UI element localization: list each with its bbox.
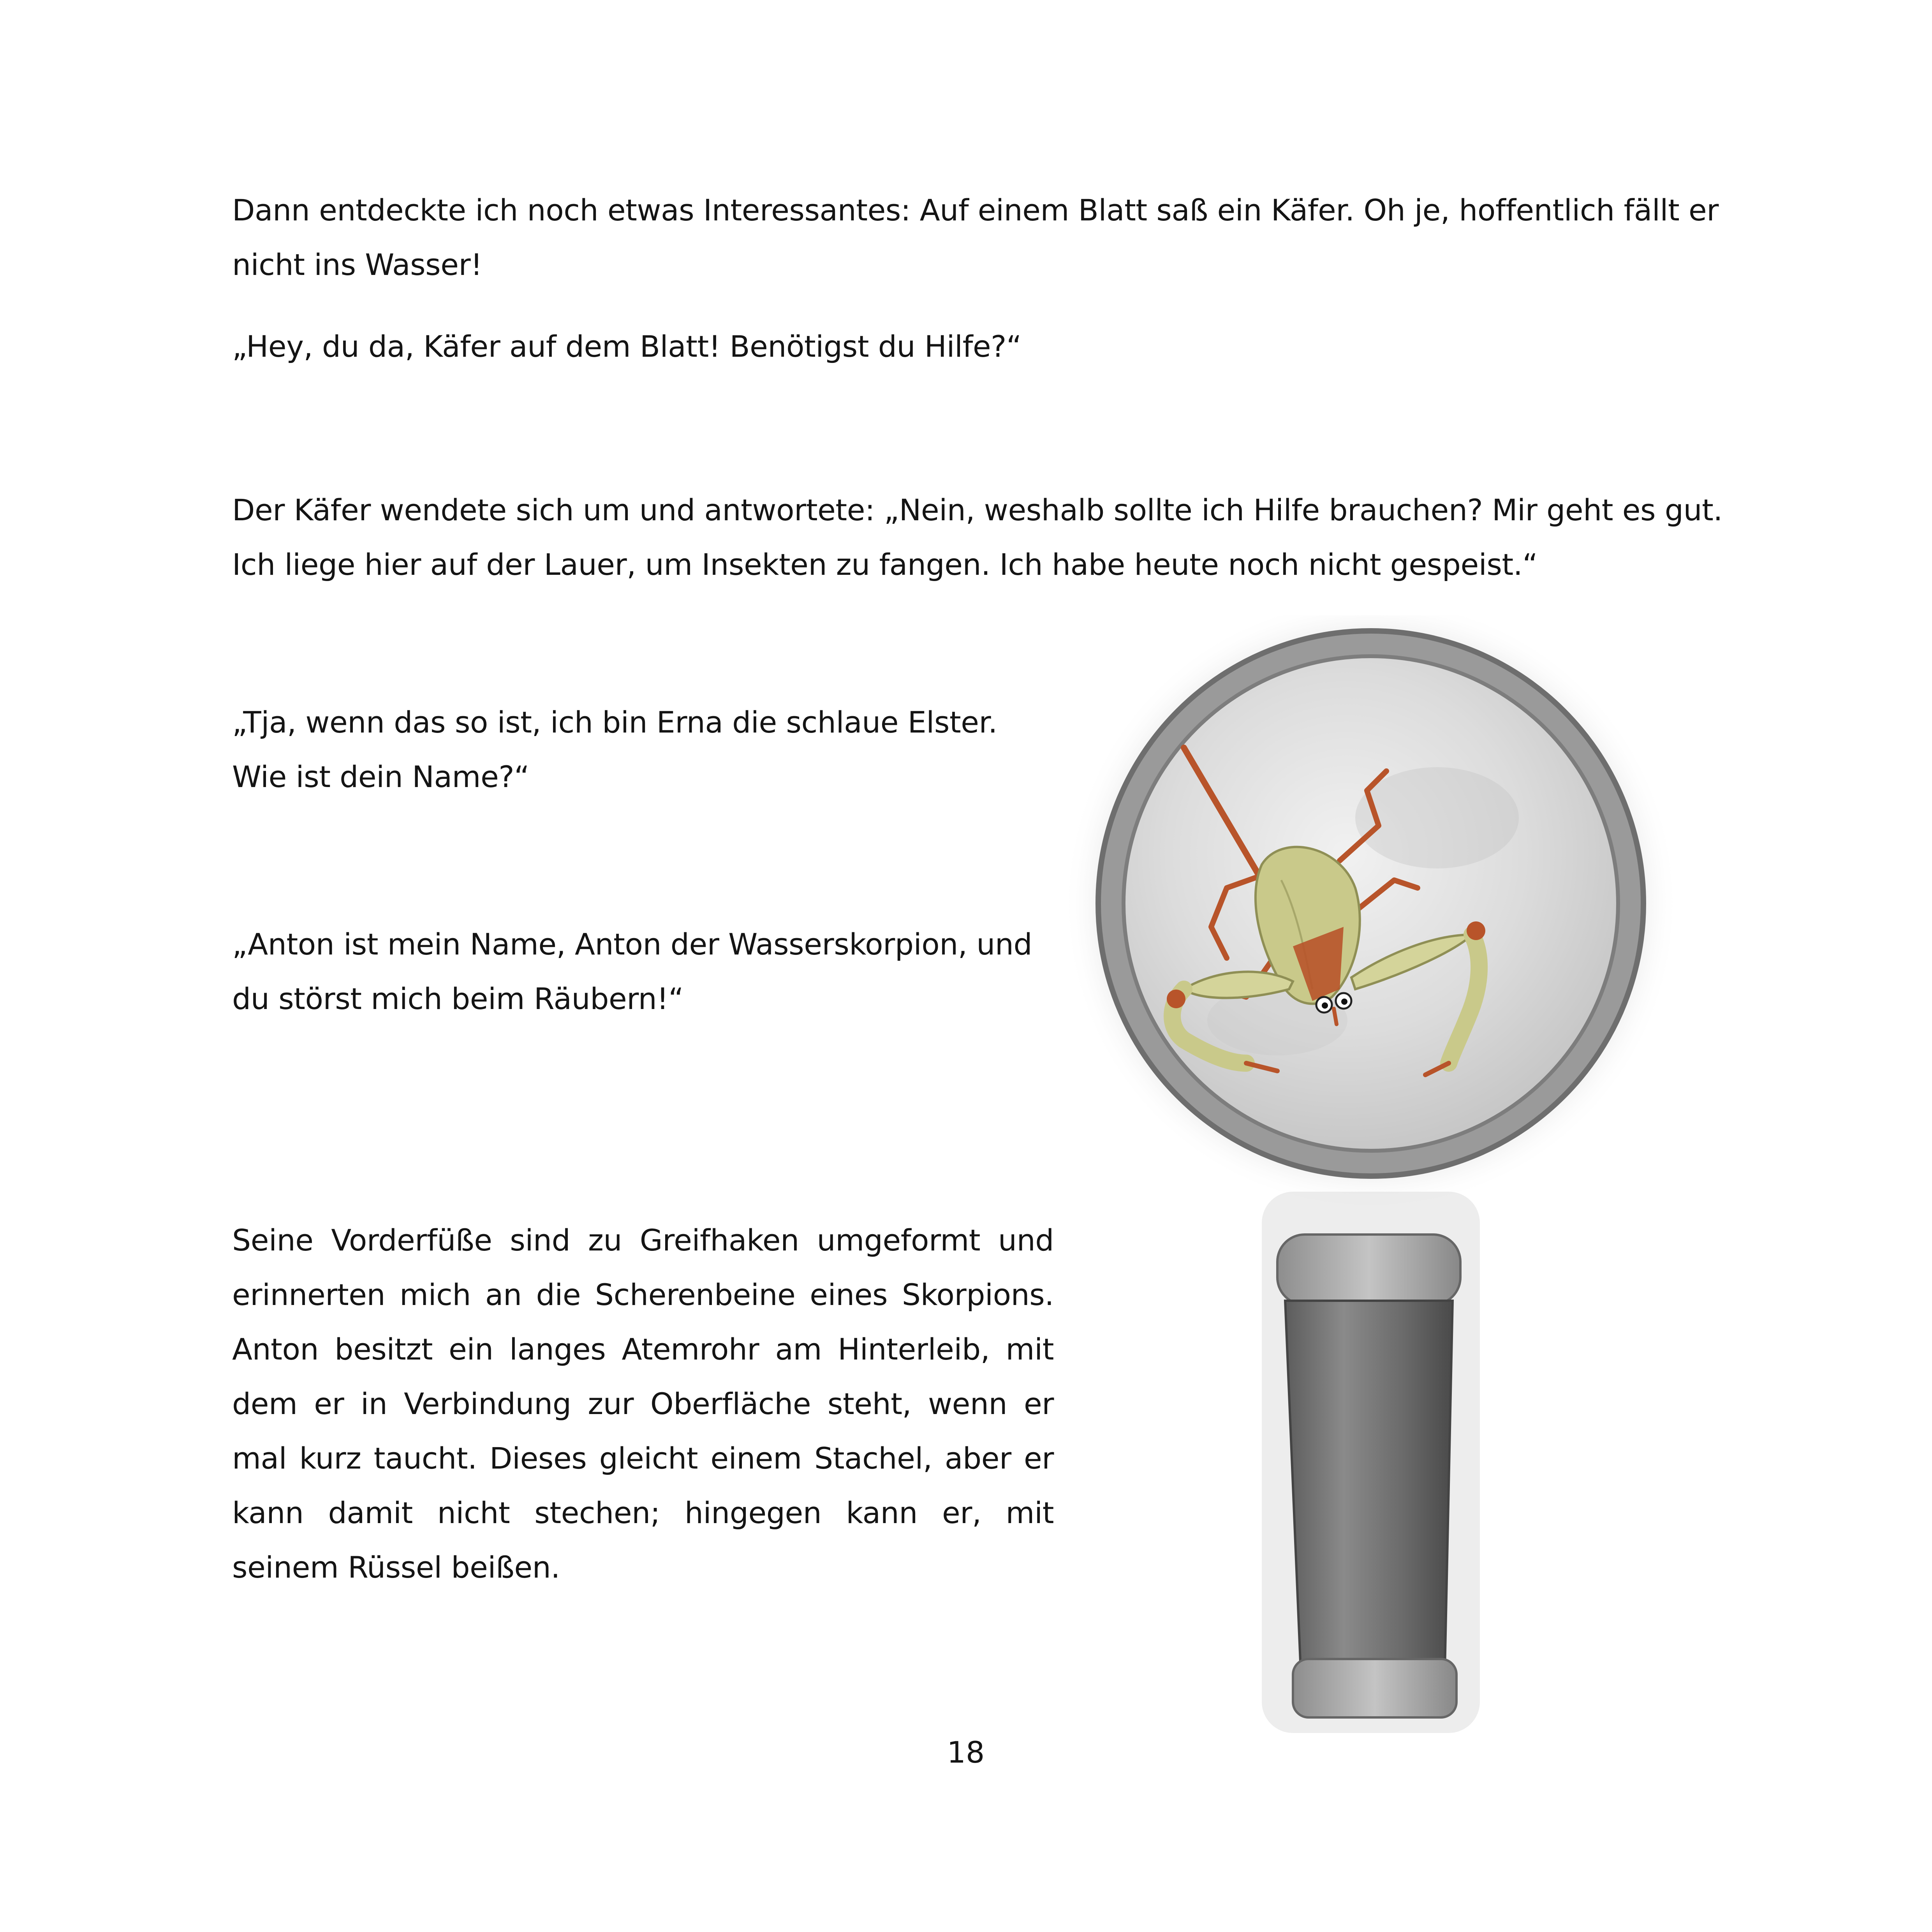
lens-shading (1355, 767, 1519, 868)
lens-glass (1124, 656, 1618, 1151)
paragraph-3: Der Käfer wendete sich um und antwortete: „Nein, weshalb sollte ich Hilfe brauchen? Mir geht es gut. Ich liege hier auf der Lauer, um Insekten zu fangen. Ich habe heute noch nicht gespeist.“ (232, 493, 1723, 582)
paragraph-1: Dann entdeckte ich noch etwas Interessantes: Auf einem Blatt saß ein Käfer. Oh je, hoffentlich fällt er nicht ins Wasser! (232, 193, 1719, 282)
page-number: 18 (947, 1735, 985, 1770)
paragraph-4: „Tja, wenn das so ist, ich bin Erna die schlaue Elster. Wie ist dein Name?“ (232, 705, 997, 794)
handle-end-cap (1293, 1659, 1456, 1717)
magnifying-glass-svg (1044, 615, 1698, 1745)
handle-grip (1285, 1301, 1453, 1671)
handle-collar-top (1277, 1235, 1460, 1305)
paragraph-5: „Anton ist mein Name, Anton der Wasserskorpion, und du störst mich beim Räubern!“ (232, 927, 1032, 1016)
paragraph-2: „Hey, du da, Käfer auf dem Blatt! Benötigst du Hilfe?“ (232, 329, 1021, 364)
magnifying-glass-illustration (1044, 615, 1698, 1745)
paragraph-6: Seine Vorderfüße sind zu Greifhaken umgeformt und erinnerten mich an die Scherenbeine eines Skorpions. Anton besitzt ein langes Atemrohr am Hinterleib, mit dem er in Verbindung zur Oberfläche steht, wenn er mal kurz taucht. Dieses gleicht einem Stachel, aber er kann damit nicht stechen; hingegen kann er, mit seinem Rüssel beißen. (232, 1223, 1054, 1585)
